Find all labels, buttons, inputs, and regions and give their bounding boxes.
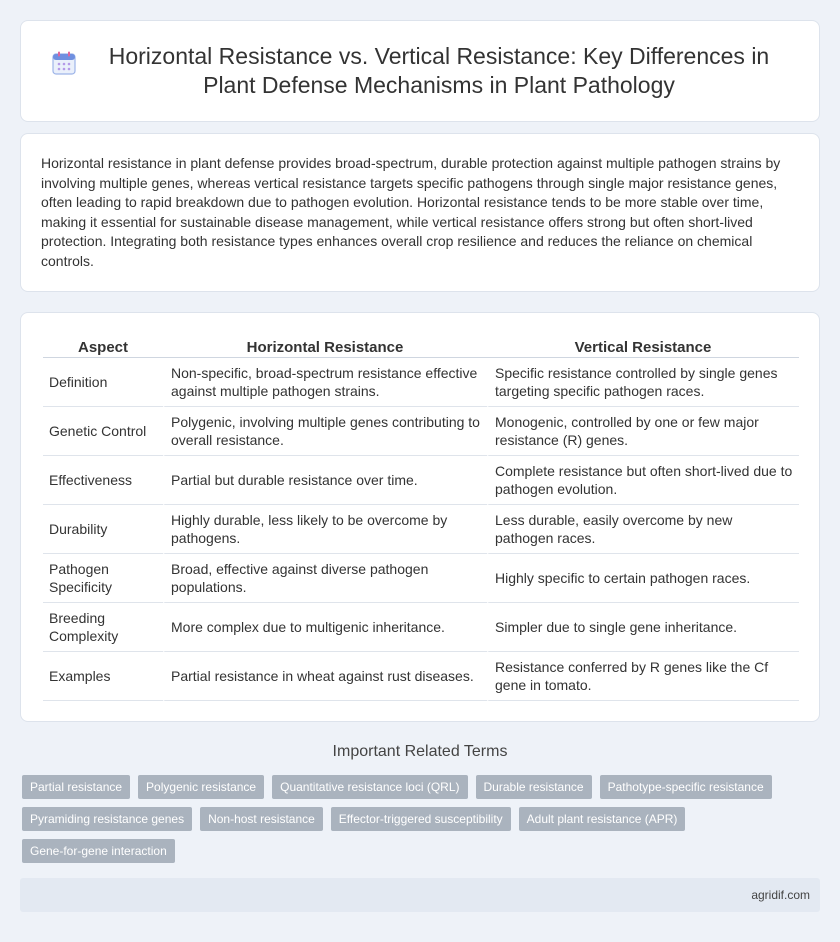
footer [20, 878, 820, 912]
row-aspect: Durability [43, 505, 163, 554]
row-horizontal: Partial resistance in wheat against rust diseases. [163, 652, 487, 701]
row-vertical: Monogenic, controlled by one or few major resistance (R) genes. [487, 407, 799, 456]
intro-paragraph: Horizontal resistance in plant defense provides broad-spectrum, durable protection against multiple pathogen strains by involving multiple genes, whereas vertical resistance targets specific pathogens through single major resistance genes, often leading to rapid breakdown due to pathogen evolution. Horizontal resistance tends to be more stable over time, making it essential for sustainable disease management, while vertical resistance offers strong but often short-lived protection. Integrating both resistance types enhances overall crop resilience and reduces the reliance on chemical controls. [41, 155, 781, 269]
related-term-tag[interactable]: Durable resistance [476, 775, 592, 799]
table-row [43, 456, 799, 505]
comparison-table [43, 333, 799, 701]
row-vertical: Less durable, easily overcome by new pathogen races. [487, 505, 799, 554]
related-term-tag[interactable]: Pyramiding resistance genes [22, 807, 192, 831]
row-vertical: Simpler due to single gene inheritance. [487, 603, 799, 652]
row-aspect: Breeding Complexity [43, 603, 163, 652]
row-aspect: Examples [43, 652, 163, 701]
related-term-tag[interactable]: Effector-triggered susceptibility [331, 807, 511, 831]
table-row [43, 603, 799, 652]
related-term-tag[interactable]: Partial resistance [22, 775, 130, 799]
row-aspect: Effectiveness [43, 456, 163, 505]
header-vertical: Vertical Resistance [487, 333, 799, 358]
page-title: Horizontal Resistance vs. Vertical Resistance: Key Differences in Plant Defense Mechanisms in Plant Pathology [108, 43, 770, 98]
table-header-row [43, 333, 799, 358]
row-horizontal: More complex due to multigenic inheritance. [163, 603, 487, 652]
calendar-icon [51, 50, 77, 76]
header-aspect: Aspect [43, 333, 163, 358]
row-aspect: Definition [43, 358, 163, 407]
row-horizontal: Polygenic, involving multiple genes contributing to overall resistance. [163, 407, 487, 456]
row-horizontal: Partial but durable resistance over time. [163, 456, 487, 505]
related-terms-tags [22, 775, 812, 871]
footer-site-link[interactable]: agridif.com [751, 888, 810, 902]
row-horizontal: Non-specific, broad-spectrum resistance effective against multiple pathogen strains. [163, 358, 487, 407]
row-aspect: Pathogen Specificity [43, 554, 163, 603]
row-horizontal: Highly durable, less likely to be overcome by pathogens. [163, 505, 487, 554]
row-vertical: Highly specific to certain pathogen races. [487, 554, 799, 603]
related-term-tag[interactable]: Polygenic resistance [138, 775, 264, 799]
row-vertical: Resistance conferred by R genes like the Cf gene in tomato. [487, 652, 799, 701]
related-term-tag[interactable]: Quantitative resistance loci (QRL) [272, 775, 467, 799]
title-wrap [51, 42, 789, 100]
related-term-tag[interactable]: Pathotype-specific resistance [600, 775, 772, 799]
table-row [43, 652, 799, 701]
table-row [43, 554, 799, 603]
related-term-tag[interactable]: Adult plant resistance (APR) [519, 807, 686, 831]
related-term-tag[interactable]: Non-host resistance [200, 807, 323, 831]
header-horizontal: Horizontal Resistance [163, 333, 487, 358]
row-aspect: Genetic Control [43, 407, 163, 456]
related-term-tag[interactable]: Gene-for-gene interaction [22, 839, 175, 863]
related-terms-title: Important Related Terms [332, 743, 508, 760]
row-vertical: Complete resistance but often short-lived due to pathogen evolution. [487, 456, 799, 505]
table-row [43, 407, 799, 456]
table-row [43, 505, 799, 554]
table-row [43, 358, 799, 407]
comparison-table-card [20, 312, 820, 722]
row-vertical: Specific resistance controlled by single genes targeting specific pathogen races. [487, 358, 799, 407]
header-card [20, 20, 820, 122]
row-horizontal: Broad, effective against diverse pathogen populations. [163, 554, 487, 603]
intro-card [20, 133, 820, 292]
